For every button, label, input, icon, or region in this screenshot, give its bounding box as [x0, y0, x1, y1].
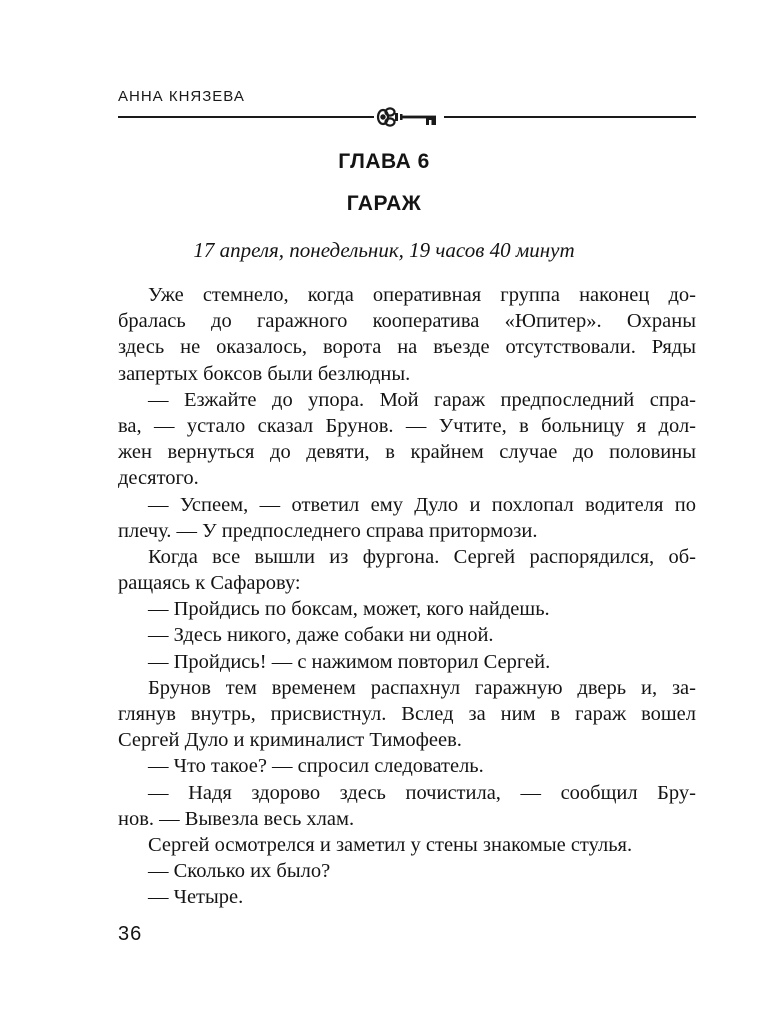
chapter-number: ГЛАВА 6 [338, 150, 430, 173]
text-line: запертых боксов были безлюдны. [118, 362, 411, 385]
key-icon [374, 104, 444, 130]
body-text [118, 282, 696, 911]
text-line: — Здесь никого, даже собаки ни одной. [148, 624, 494, 647]
page-number: 36 [118, 923, 143, 945]
text-line: здесь не оказалось, ворота на въезде отсутствовали. Ряды [118, 336, 696, 359]
text-line: — Езжайте до упора. Мой гараж предпоследний спра- [148, 388, 696, 411]
text-line: — Что такое? — спросил следователь. [148, 755, 484, 778]
text-line: — Сколько их было? [148, 860, 331, 883]
text-line: — Пройдись по боксам, может, кого найдешь. [148, 598, 550, 621]
text-line: нов. — Вывезла весь хлам. [118, 807, 355, 830]
text-line: — Пройдись! — с нажимом повторил Сергей. [148, 650, 551, 673]
text-line: бралась до гаражного кооператива «Юпитер». Охраны [118, 310, 696, 333]
text-line: — Четыре. [148, 886, 244, 909]
text-line: — Успеем, — ответил ему Дуло и похлопал водителя по [148, 493, 696, 516]
text-line: Сергей Дуло и криминалист Тимофеев. [118, 729, 462, 752]
text-line: Уже стемнело, когда оперативная группа наконец до- [148, 284, 696, 306]
text-line: — Надя здорово здесь почистила, — сообщил Бру- [148, 781, 696, 804]
text-line: жен вернуться до девяти, в крайнем случае до половины [118, 441, 696, 464]
text-line: десятого. [118, 467, 199, 490]
text-line: Сергей осмотрелся и заметил у стены знакомые стулья. [148, 833, 633, 856]
text-line: ращаясь к Сафарову: [118, 572, 301, 595]
text-line: глянув внутрь, присвистнул. Вслед за ним в гараж вошел [118, 703, 696, 725]
text-line: Когда все вышли из фургона. Сергей распорядился, об- [148, 545, 696, 568]
text-line: Брунов тем временем распахнул гаражную дверь и, за- [148, 676, 696, 699]
text-line: плечу. — У предпоследнего справа притормози. [118, 519, 538, 542]
chapter-title: ГАРАЖ [346, 192, 422, 215]
text-line: ва, — устало сказал Брунов. — Учтите, в больницу я дол- [118, 414, 696, 437]
running-head-author: АННА КНЯЗЕВА [118, 88, 245, 105]
chapter-dateline: 17 апреля, понедельник, 19 часов 40 минут [193, 238, 575, 262]
